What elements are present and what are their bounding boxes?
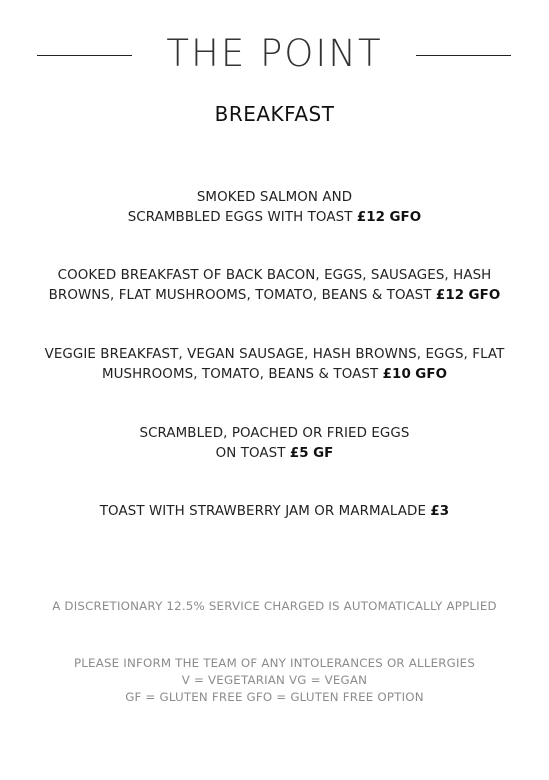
allergy-note-line: V = VEGETARIAN VG = VEGAN (181, 673, 368, 687)
item-price: £5 (289, 446, 309, 461)
item-line: SMOKED SALMON AND (196, 190, 353, 205)
menu-item (0, 266, 549, 306)
item-line-text: MUSHROOMS, TOMATO, BEANS & TOAST (101, 367, 379, 382)
item-line-last (0, 444, 549, 464)
item-price: £12 (435, 288, 465, 303)
allergy-note-line: PLEASE INFORM THE TEAM OF ANY INTOLERANCES OR ALLERGIES (73, 656, 476, 670)
item-diet-code: GF (313, 446, 334, 461)
item-line: VEGGIE BREAKFAST, VEGAN SAUSAGE, HASH BROWNS, EGGS, FLAT (44, 347, 505, 362)
item-diet-code: GFO (468, 288, 501, 303)
item-line-text: TOAST WITH STRAWBERRY JAM OR MARMALADE (99, 504, 427, 519)
item-line: COOKED BREAKFAST OF BACK BACON, EGGS, SAUSAGES, HASH (57, 268, 492, 283)
service-note-text: A DISCRETIONARY 12.5% SERVICE CHARGED IS AUTOMATICALLY APPLIED (52, 599, 497, 613)
item-price: £12 (356, 210, 386, 225)
item-price: £10 (382, 367, 411, 382)
menu-header (0, 30, 549, 78)
menu-item (0, 424, 549, 464)
item-line-text: SCRAMBBLED EGGS WITH TOAST (127, 210, 353, 225)
menu-item (0, 502, 549, 522)
menu-item (0, 188, 549, 228)
item-line-last (0, 502, 549, 522)
menu-item (0, 345, 549, 385)
allergy-note-line: GF = GLUTEN FREE GFO = GLUTEN FREE OPTION (125, 690, 424, 704)
right-divider (416, 55, 511, 56)
item-line-text: ON TOAST (215, 446, 286, 461)
item-line: SCRAMBLED, POACHED OR FRIED EGGS (139, 426, 410, 441)
item-price: £3 (430, 504, 450, 519)
brand-title: THE POINT (166, 32, 383, 75)
item-line-last (0, 365, 549, 385)
item-line-last (0, 286, 549, 306)
item-line-last (0, 208, 549, 228)
item-diet-code: GFO (389, 210, 422, 225)
section-title: BREAKFAST (214, 102, 335, 126)
item-diet-code: GFO (415, 367, 448, 382)
service-charge-note (0, 598, 549, 615)
item-line-text: BROWNS, FLAT MUSHROOMS, TOMATO, BEANS & TOAST (48, 288, 432, 303)
allergy-notes (0, 655, 549, 706)
